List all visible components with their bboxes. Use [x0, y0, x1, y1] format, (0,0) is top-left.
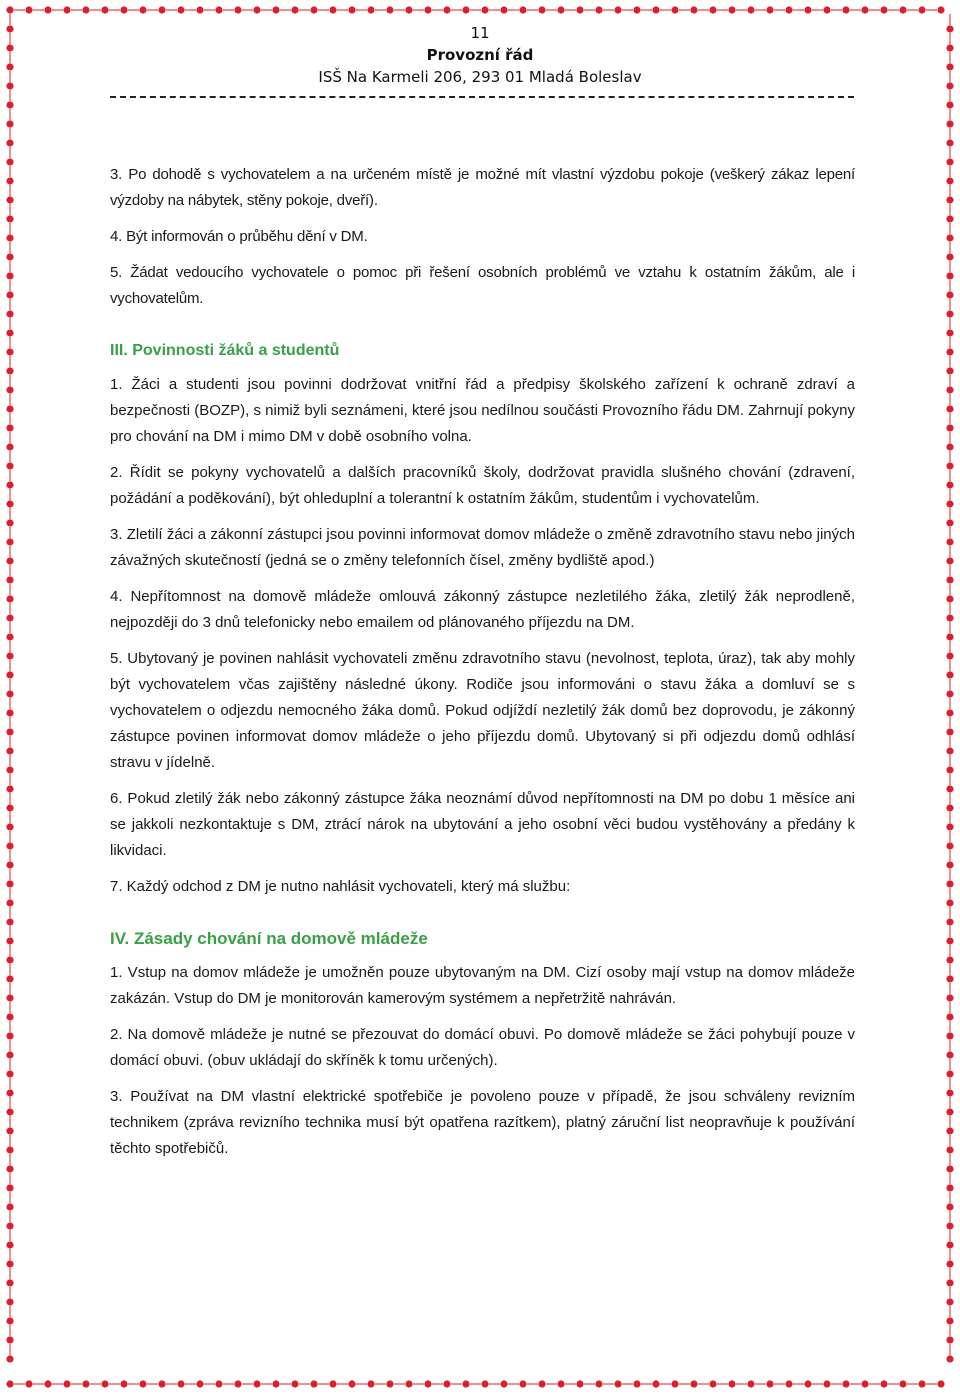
- border-dot: [6, 1241, 13, 1248]
- border-dot: [158, 6, 165, 13]
- border-dot: [946, 804, 953, 811]
- border-dot: [946, 1203, 953, 1210]
- border-dot: [946, 842, 953, 849]
- border-dot: [6, 1051, 13, 1058]
- section-heading-conduct: IV. Zásady chování na domově mládeže: [110, 929, 428, 948]
- border-dot: [519, 6, 526, 13]
- border-dot: [6, 1260, 13, 1267]
- border-dot: [946, 367, 953, 374]
- border-dot: [671, 1380, 678, 1387]
- border-dot: [861, 6, 868, 13]
- border-dot: [177, 1380, 184, 1387]
- border-dot: [918, 6, 925, 13]
- border-dot: [6, 823, 13, 830]
- border-dot: [6, 804, 13, 811]
- border-dot: [823, 6, 830, 13]
- border-dot: [690, 6, 697, 13]
- border-dot: [6, 766, 13, 773]
- border-dot: [6, 1279, 13, 1286]
- border-dot: [386, 1380, 393, 1387]
- border-dot: [6, 424, 13, 431]
- border-dot: [690, 1380, 697, 1387]
- border-dot: [804, 6, 811, 13]
- border-dot: [946, 424, 953, 431]
- border-dot: [6, 500, 13, 507]
- border-dot: [785, 1380, 792, 1387]
- section-heading-obligations: III. Povinnosti žáků a studentů: [110, 342, 340, 359]
- border-dot: [709, 6, 716, 13]
- border-dot: [842, 1380, 849, 1387]
- page-header: [0, 22, 960, 88]
- border-dot: [196, 6, 203, 13]
- border-dot: [946, 139, 953, 146]
- border-dot: [310, 6, 317, 13]
- border-dot: [215, 6, 222, 13]
- border-dot: [946, 519, 953, 526]
- border-dot: [946, 120, 953, 127]
- border-dot: [946, 994, 953, 1001]
- border-dot: [6, 1184, 13, 1191]
- border-dot: [946, 747, 953, 754]
- border-dot: [291, 6, 298, 13]
- border-dot: [728, 1380, 735, 1387]
- border-dot: [6, 481, 13, 488]
- border-dot: [595, 6, 602, 13]
- border-dot: [6, 1203, 13, 1210]
- border-dot: [946, 1051, 953, 1058]
- border-dot: [842, 6, 849, 13]
- border-dot: [946, 386, 953, 393]
- border-dot: [6, 728, 13, 735]
- border-dot: [6, 880, 13, 887]
- border-dot: [82, 1380, 89, 1387]
- border-dot: [804, 1380, 811, 1387]
- border-dot: [25, 1380, 32, 1387]
- border-dot: [481, 6, 488, 13]
- border-dot: [946, 1089, 953, 1096]
- border-dot: [6, 253, 13, 260]
- border-dot: [6, 1380, 13, 1387]
- page-content: [110, 162, 855, 1172]
- border-dot: [880, 1380, 887, 1387]
- border-dot: [215, 1380, 222, 1387]
- border-dot: [6, 595, 13, 602]
- border-dot: [576, 6, 583, 13]
- border-dot: [946, 880, 953, 887]
- border-dot: [937, 1380, 944, 1387]
- border-dot: [899, 1380, 906, 1387]
- border-dot: [946, 1108, 953, 1115]
- border-dot: [6, 937, 13, 944]
- border-dot: [6, 443, 13, 450]
- border-dot: [823, 1380, 830, 1387]
- border-dot: [946, 1070, 953, 1077]
- border-dot: [6, 671, 13, 678]
- list-item: 3. Používat na DM vlastní elektrické spotřebiče je povoleno pouze v případě, že jsou schváleny revizním technikem (zpráva revizního technika musí být opatřena razítkem), platný záruční list neopravňuje k používání těchto spotřebičů.: [110, 1088, 855, 1157]
- border-dot: [253, 6, 260, 13]
- border-dot: [946, 1298, 953, 1305]
- border-dot: [946, 538, 953, 545]
- list-item: 1. Vstup na domov mládeže je umožněn pouze ubytovaným na DM. Cizí osoby mají vstup na domov mládeže zakázán. Vstup do DM je monitorován kamerovým systémem a nepřetržitě nahráván.: [110, 964, 855, 1007]
- border-dot: [899, 6, 906, 13]
- border-dot: [946, 405, 953, 412]
- border-dot: [101, 6, 108, 13]
- border-dot: [946, 272, 953, 279]
- border-dot: [946, 956, 953, 963]
- border-dot: [557, 1380, 564, 1387]
- border-dot: [6, 557, 13, 564]
- border-dot: [652, 1380, 659, 1387]
- border-dot: [329, 6, 336, 13]
- border-dot: [367, 1380, 374, 1387]
- border-dot: [946, 196, 953, 203]
- border-dot: [348, 6, 355, 13]
- border-dot: [538, 1380, 545, 1387]
- border-dot: [367, 6, 374, 13]
- border-dot: [946, 443, 953, 450]
- border-dot: [861, 1380, 868, 1387]
- border-dot: [6, 405, 13, 412]
- border-dot: [766, 1380, 773, 1387]
- border-dot: [946, 291, 953, 298]
- border-dot: [946, 1241, 953, 1248]
- border-dot: [6, 1336, 13, 1343]
- border-dot: [946, 861, 953, 868]
- border-dot: [946, 690, 953, 697]
- border-dot: [443, 6, 450, 13]
- border-dot: [6, 614, 13, 621]
- border-dot: [310, 1380, 317, 1387]
- border-dot: [6, 785, 13, 792]
- border-dot: [747, 1380, 754, 1387]
- border-dot: [946, 101, 953, 108]
- border-dot: [329, 1380, 336, 1387]
- school-address: ISŠ Na Karmeli 206, 293 01 Mladá Boleslav: [318, 68, 642, 86]
- border-dot: [946, 462, 953, 469]
- border-dot: [405, 6, 412, 13]
- border-dot: [6, 291, 13, 298]
- border-dot: [405, 1380, 412, 1387]
- border-dot: [880, 6, 887, 13]
- border-dot: [6, 120, 13, 127]
- border-dot: [785, 6, 792, 13]
- border-dot: [946, 1165, 953, 1172]
- border-dot: [946, 899, 953, 906]
- border-dot: [234, 1380, 241, 1387]
- border-dot: [6, 215, 13, 222]
- border-dot: [348, 1380, 355, 1387]
- border-dot: [424, 1380, 431, 1387]
- border-dot: [937, 6, 944, 13]
- border-dot: [6, 899, 13, 906]
- border-dot: [6, 1355, 13, 1362]
- list-item: 7. Každý odchod z DM je nutno nahlásit vychovateli, který má službu:: [110, 878, 571, 895]
- border-dot: [158, 1380, 165, 1387]
- border-dot: [766, 6, 773, 13]
- border-dot: [946, 1127, 953, 1134]
- border-dot: [728, 6, 735, 13]
- border-dot: [6, 1089, 13, 1096]
- border-dot: [538, 6, 545, 13]
- border-dot: [946, 918, 953, 925]
- border-dot: [576, 1380, 583, 1387]
- border-dot: [443, 1380, 450, 1387]
- border-dot: [386, 6, 393, 13]
- border-dot: [6, 234, 13, 241]
- border-dot: [6, 196, 13, 203]
- border-dot: [6, 519, 13, 526]
- border-dot: [946, 348, 953, 355]
- border-dot: [946, 1013, 953, 1020]
- border-dot: [946, 823, 953, 830]
- border-dot: [481, 1380, 488, 1387]
- border-dot: [946, 1146, 953, 1153]
- border-dot: [709, 1380, 716, 1387]
- list-item: 3. Zletilí žáci a zákonní zástupci jsou povinni informovat domov mládeže o změně zdravotního stavu nebo jiných závažných skutečností (jedná se o změny telefonních čísel, změny bydliště apod.): [110, 526, 855, 569]
- list-item: 4. Nepřítomnost na domově mládeže omlouvá zákonný zástupce nezletilého žáka, zletilý žák neprodleně, nejpozději do 3 dnů telefonicky nebo emailem od plánovaného příjezdu na DM.: [110, 588, 855, 631]
- border-dot: [946, 576, 953, 583]
- border-dot: [614, 6, 621, 13]
- border-dot: [6, 310, 13, 317]
- border-dot: [946, 1184, 953, 1191]
- border-dot: [946, 1222, 953, 1229]
- border-dot: [139, 6, 146, 13]
- border-dot: [6, 101, 13, 108]
- border-dot: [6, 690, 13, 697]
- border-dot: [44, 1380, 51, 1387]
- border-dot: [6, 956, 13, 963]
- border-dot: [25, 6, 32, 13]
- border-dot: [946, 253, 953, 260]
- border-dot: [946, 1336, 953, 1343]
- list-item: 2. Na domově mládeže je nutné se přezouvat do domácí obuvi. Po domově mládeže se žáci pohybují pouze v domácí obuvi. (obuv ukládají do skříněk k tomu určených).: [110, 1026, 855, 1069]
- border-dot: [6, 1222, 13, 1229]
- border-dot: [6, 747, 13, 754]
- list-item: 5. Žádat vedoucího vychovatele o pomoc při řešení osobních problémů ve vztahu k ostatním žákům, ale i vychovatelům.: [110, 264, 855, 307]
- border-dot: [946, 481, 953, 488]
- header-divider: [110, 96, 854, 98]
- border-dot: [462, 6, 469, 13]
- border-dot: [6, 842, 13, 849]
- border-dot: [6, 709, 13, 716]
- border-dot: [6, 348, 13, 355]
- border-dot: [500, 6, 507, 13]
- border-dot: [6, 462, 13, 469]
- border-dot: [177, 6, 184, 13]
- border-dot: [120, 1380, 127, 1387]
- border-dot: [946, 1260, 953, 1267]
- border-dot: [234, 6, 241, 13]
- border-dot: [6, 1298, 13, 1305]
- border-dot: [6, 652, 13, 659]
- border-dot: [272, 1380, 279, 1387]
- border-dot: [946, 728, 953, 735]
- border-dot: [101, 1380, 108, 1387]
- border-dot: [671, 6, 678, 13]
- border-dot: [6, 975, 13, 982]
- border-dot: [946, 614, 953, 621]
- border-dot: [946, 595, 953, 602]
- border-dot: [6, 367, 13, 374]
- list-item: 6. Pokud zletilý žák nebo zákonný zástupce žáka neoznámí důvod nepřítomnosti na DM po dobu 1 měsíce ani se jakkoli nezkontaktuje s DM, ztrácí nárok na ubytování a jeho osobní věci budou vystěhovány a předány k likvidaci.: [110, 790, 855, 859]
- border-dot: [500, 1380, 507, 1387]
- border-dot: [6, 633, 13, 640]
- border-dot: [6, 1108, 13, 1115]
- border-dot: [82, 6, 89, 13]
- border-dot: [557, 6, 564, 13]
- border-dot: [6, 6, 13, 13]
- border-dot: [120, 6, 127, 13]
- border-dot: [918, 1380, 925, 1387]
- border-dot: [272, 6, 279, 13]
- border-dot: [6, 994, 13, 1001]
- border-dot: [44, 6, 51, 13]
- border-dot: [946, 671, 953, 678]
- border-dot: [6, 1070, 13, 1077]
- border-dot: [6, 1127, 13, 1134]
- border-dot: [595, 1380, 602, 1387]
- border-dot: [747, 6, 754, 13]
- border-dot: [946, 1279, 953, 1286]
- border-dot: [253, 1380, 260, 1387]
- border-dot: [6, 177, 13, 184]
- border-dot: [946, 975, 953, 982]
- border-dot: [946, 1032, 953, 1039]
- border-dot: [946, 329, 953, 336]
- border-dot: [6, 1032, 13, 1039]
- list-item: 2. Řídit se pokyny vychovatelů a dalších pracovníků školy, dodržovat pravidla slušného chování (zdravení, požádání a poděkování), být ohleduplní a tolerantní k ostatním žákům, studentům i vychovatelům.: [110, 464, 855, 507]
- list-item: 1. Žáci a studenti jsou povinni dodržovat vnitřní řád a předpisy školského zařízení k ochraně zdraví a bezpečnosti (BOZP), s nimiž byli seznámeni, které jsou nedílnou součásti Provozního řádu DM. Zahrnují pokyny pro chování na DM i mimo DM v době osobního volna.: [110, 376, 855, 445]
- border-dot: [462, 1380, 469, 1387]
- border-dot: [291, 1380, 298, 1387]
- border-dot: [633, 1380, 640, 1387]
- border-dot: [946, 1317, 953, 1324]
- border-dot: [614, 1380, 621, 1387]
- border-dot: [946, 766, 953, 773]
- list-item: 3. Po dohodě s vychovatelem a na určeném místě je možné mít vlastní výzdobu pokoje (veškerý zákaz lepení výzdoby na nábytek, stěny pokoje, dveří).: [110, 166, 855, 209]
- page-number: 11: [470, 24, 490, 42]
- border-dot: [652, 6, 659, 13]
- border-dot: [63, 6, 70, 13]
- border-dot: [139, 1380, 146, 1387]
- border-dot: [6, 918, 13, 925]
- border-dot: [63, 1380, 70, 1387]
- border-dot: [946, 557, 953, 564]
- border-dot: [6, 861, 13, 868]
- border-dot: [946, 785, 953, 792]
- border-dot: [196, 1380, 203, 1387]
- border-dot: [6, 1317, 13, 1324]
- border-dot: [6, 576, 13, 583]
- border-dot: [946, 177, 953, 184]
- border-dot: [6, 1146, 13, 1153]
- border-dot: [946, 709, 953, 716]
- border-dot: [6, 139, 13, 146]
- border-dot: [946, 652, 953, 659]
- list-item: 5. Ubytovaný je povinen nahlásit vychovateli změnu zdravotního stavu (nevolnost, teplota, úraz), tak aby mohly být vychovatelem včas zajištěny následné úkony. Rodiče jsou informováni o stavu žáka a domluví se s vychovatelem o odjezdu nemocného žáka domů. Pokud odjíždí nezletilý žák domů bez doprovodu, je zákonný zástupce povinen informovat domov mládeže o jeho příjezdu domů. Ubytovaný si při odjezdu domů odhlásí stravu v jídelně.: [110, 650, 855, 771]
- document-title: Provozní řád: [426, 46, 534, 64]
- border-dot: [6, 1013, 13, 1020]
- border-dot: [946, 1355, 953, 1362]
- border-dot: [946, 158, 953, 165]
- border-dot: [946, 215, 953, 222]
- border-dot: [424, 6, 431, 13]
- border-dot: [6, 386, 13, 393]
- border-dot: [946, 633, 953, 640]
- border-dot: [6, 158, 13, 165]
- border-dot: [6, 1165, 13, 1172]
- border-dot: [6, 329, 13, 336]
- border-dot: [6, 538, 13, 545]
- border-dot: [946, 310, 953, 317]
- border-dot: [946, 937, 953, 944]
- list-item: 4. Být informován o průběhu dění v DM.: [110, 228, 368, 245]
- border-dot: [946, 500, 953, 507]
- border-dot: [633, 6, 640, 13]
- border-dot: [946, 234, 953, 241]
- border-dot: [6, 272, 13, 279]
- border-dot: [519, 1380, 526, 1387]
